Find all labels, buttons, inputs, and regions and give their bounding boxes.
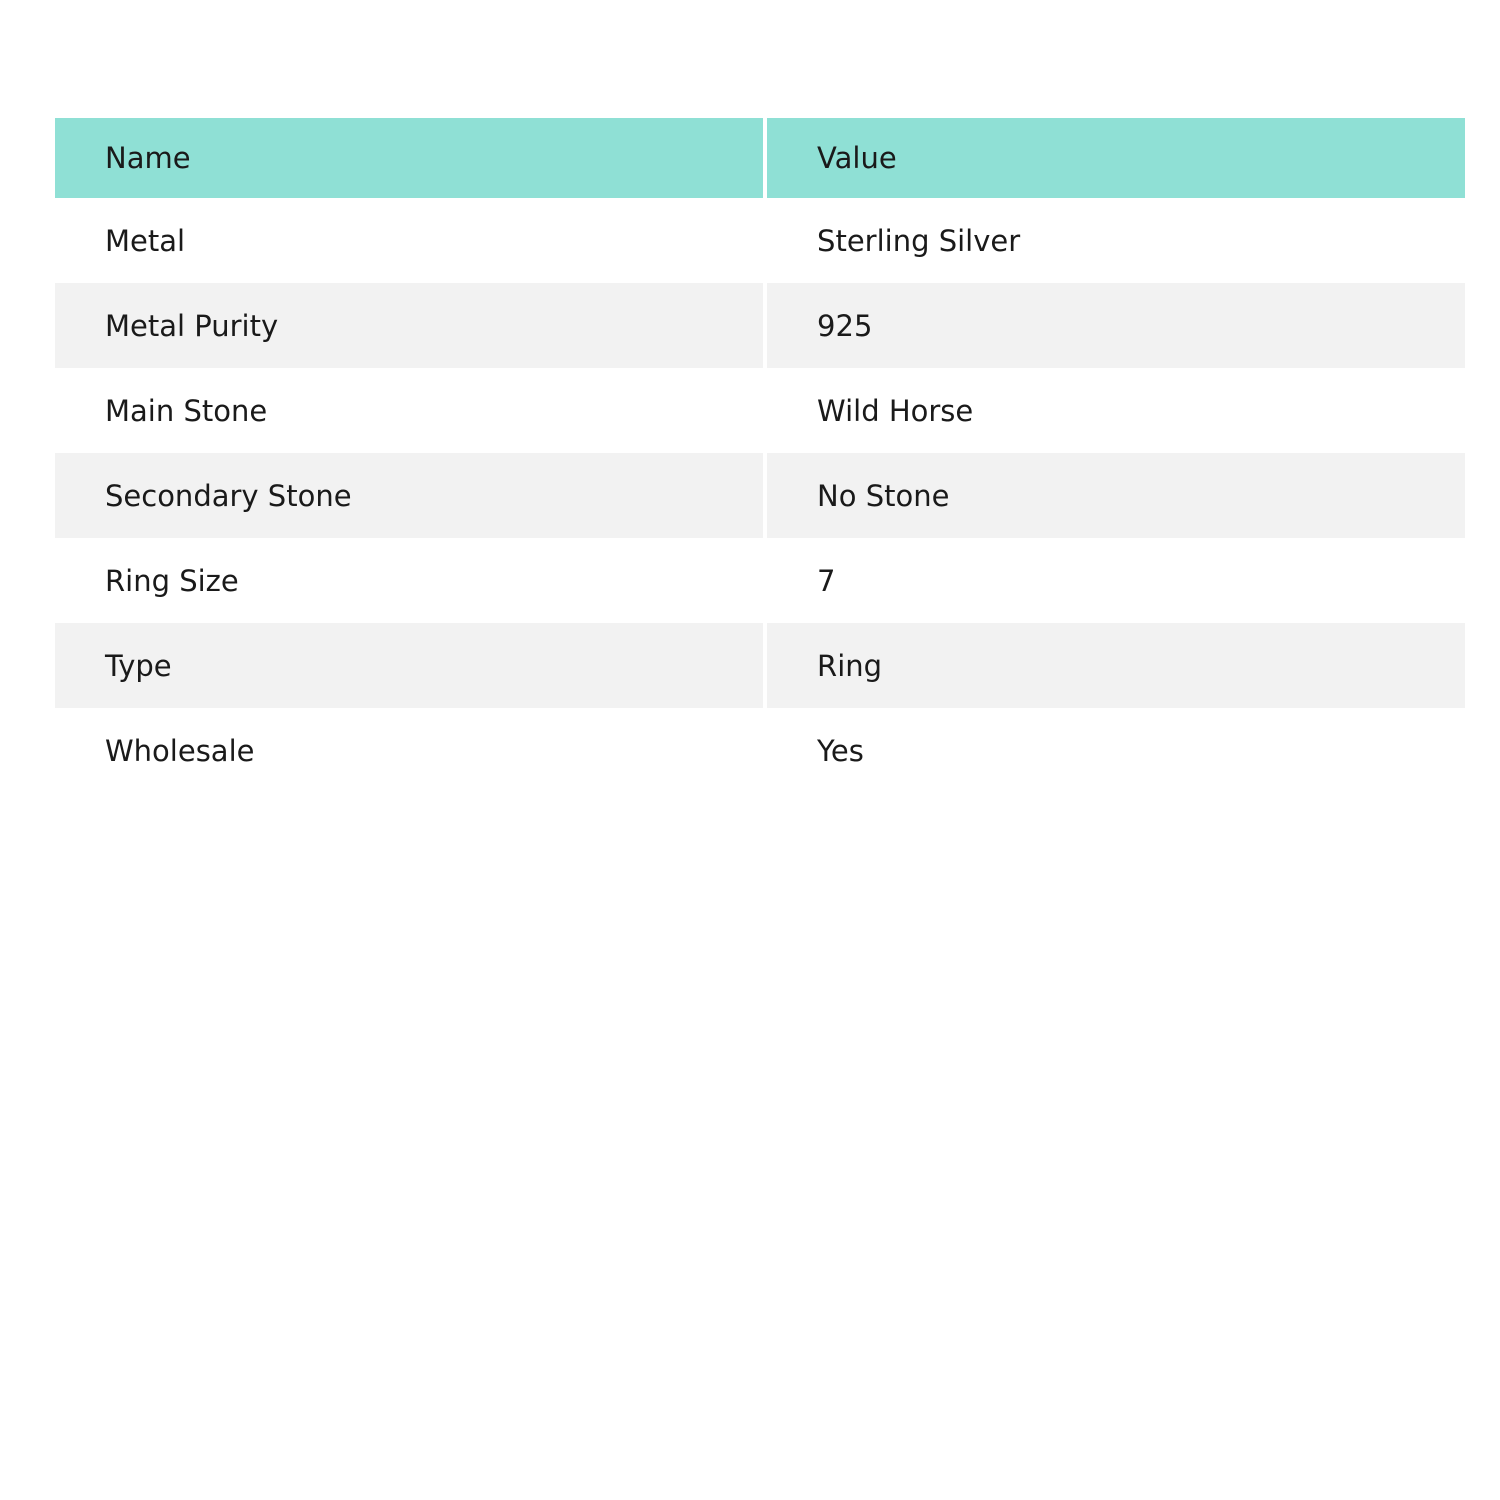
row-name-cell: Main Stone <box>55 368 767 453</box>
table-row <box>55 623 1465 708</box>
row-value-cell: No Stone <box>767 453 1465 538</box>
row-value-cell: Wild Horse <box>767 368 1465 453</box>
table-row <box>55 708 1465 793</box>
row-value-cell: Ring <box>767 623 1465 708</box>
row-name-cell: Wholesale <box>55 708 767 793</box>
header-row <box>55 118 1465 198</box>
header-name-cell: Name <box>55 118 767 198</box>
row-name-cell: Type <box>55 623 767 708</box>
header-value-cell: Value <box>767 118 1465 198</box>
row-name-cell: Metal Purity <box>55 283 767 368</box>
table-row <box>55 283 1465 368</box>
table-header <box>55 118 1465 198</box>
table-body <box>55 198 1465 793</box>
product-spec-table <box>55 118 1465 793</box>
table-row <box>55 453 1465 538</box>
row-value-cell: 925 <box>767 283 1465 368</box>
table-row <box>55 198 1465 283</box>
row-value-cell: Yes <box>767 708 1465 793</box>
row-name-cell: Metal <box>55 198 767 283</box>
table-row <box>55 538 1465 623</box>
row-value-cell: 7 <box>767 538 1465 623</box>
row-value-cell: Sterling Silver <box>767 198 1465 283</box>
row-name-cell: Secondary Stone <box>55 453 767 538</box>
row-name-cell: Ring Size <box>55 538 767 623</box>
table-row <box>55 368 1465 453</box>
